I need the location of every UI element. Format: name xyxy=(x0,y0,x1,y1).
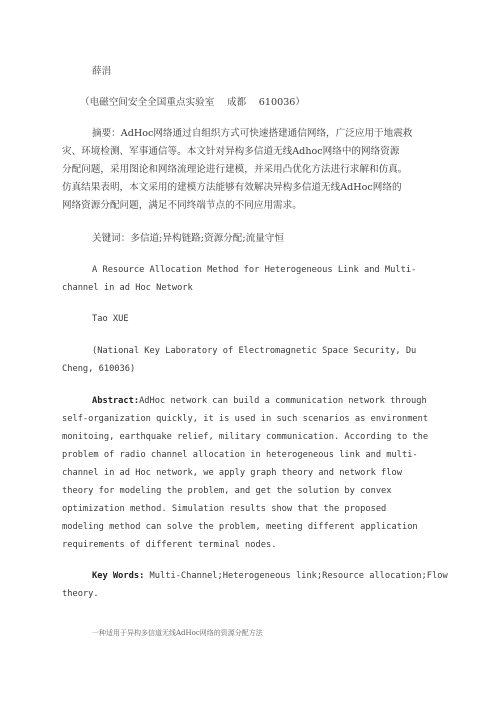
abstract-en-line: theory for modeling the problem, and get the solution by convex xyxy=(62,486,392,496)
abstract-en-line: monitoing, earthquake relief, military communication. According to the xyxy=(62,432,429,442)
affiliation-cn: （电磁空间安全全国重点实验室 成都 610036） xyxy=(80,97,306,108)
abstract-cn-line: 仿真结果表明，本文采用的建模方法能够有效解决异构多信道无线AdHoc网络的 xyxy=(62,182,402,193)
keywords-en-line: theory. xyxy=(62,589,99,599)
affiliation-en-line: (National Key Laboratory of Electromagnetic Space Security, Du xyxy=(92,346,417,356)
abstract-cn-line: 分配问题，采用图论和网络流理论进行建模，并采用凸优化方法进行求解和仿真。 xyxy=(62,164,408,175)
abstract-en-line: problem of radio channel allocation in heterogeneous link and multi- xyxy=(62,450,418,460)
keywords-en-first-line xyxy=(92,568,448,585)
abstract-en-line: self-organization quickly, it is used in such scenarios as environment xyxy=(62,414,429,424)
abstract-en-line: requirements of different terminal nodes. xyxy=(62,540,277,550)
title-en-line: channel in ad Hoc Network xyxy=(62,283,193,293)
abstract-cn-line: 网络资源分配问题，满足不同终端节点的不同应用需求。 xyxy=(62,200,302,211)
abstract-cn-line: 灾、环境检测、军事通信等。本文针对异构多信道无线Adhoc网络中的网络资源 xyxy=(62,146,400,157)
title-en-line: A Resource Allocation Method for Heterogeneous Link and Multi- xyxy=(92,265,417,275)
page-footer: 一种适用于异构多信道无线AdHoc网络的资源分配方法 xyxy=(92,629,263,637)
affiliation-en-line: Cheng, 610036) xyxy=(62,364,136,374)
abstract-en-line: modeling method can solve the problem, meeting different application xyxy=(62,522,418,532)
keywords-en-label: Key Words: xyxy=(92,571,145,581)
abstract-en-line: channel in ad Hoc network, we apply graph theory and network flow xyxy=(62,468,402,478)
keywords-en-text: Multi-Channel;Heterogeneous link;Resource allocation;Flow xyxy=(144,571,448,581)
author-en: Tao XUE xyxy=(92,314,129,324)
abstract-en-text: AdHoc network can build a communication network through xyxy=(139,396,427,406)
abstract-en-line: optimization method. Simulation results show that the proposed xyxy=(62,504,387,514)
author-cn: 薛涓 xyxy=(92,66,112,77)
abstract-en-first-line xyxy=(92,393,427,410)
abstract-cn-line: 摘要：AdHoc网络通过自组织方式可快速搭建通信网络，广泛应用于地震救 xyxy=(92,128,413,139)
abstract-en-label: Abstract: xyxy=(92,396,140,406)
keywords-cn: 关键词：多信道;异构链路;资源分配;流量守恒 xyxy=(92,233,284,244)
